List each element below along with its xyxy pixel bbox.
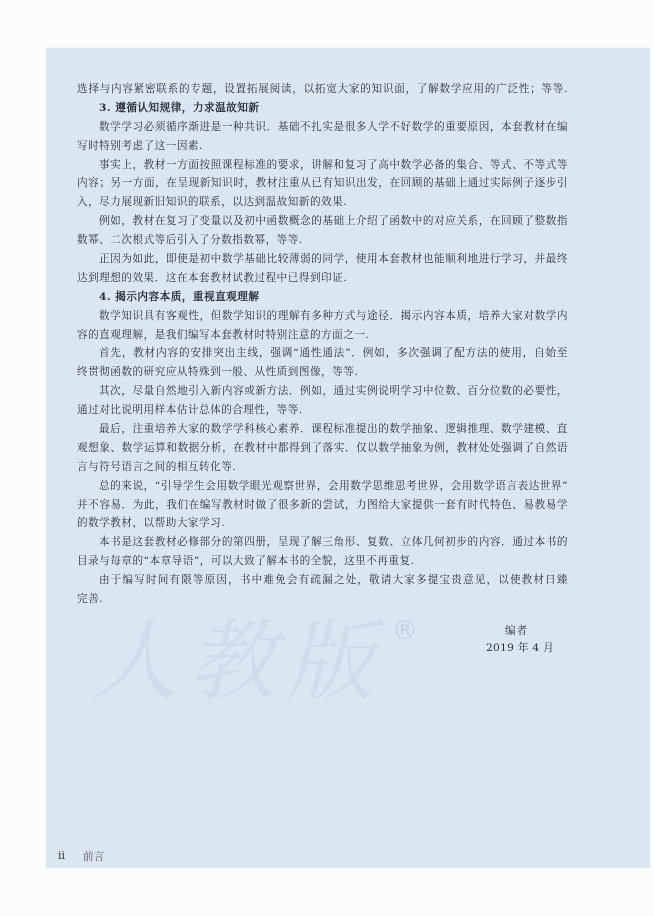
paragraph-line: 通过对比说明用样本估计总体的合理性，等等. [77, 404, 303, 417]
paragraph-line: 并不容易．为此，我们在编写教材时做了很多新的尝试，力图给大家提供一套有时代特色、易教易学 [77, 498, 568, 511]
paragraph-line: 数幂、二次根式等后引入了分数指数幂，等等. [77, 234, 303, 247]
paragraph-line: 言与符号语言之间的相互转化等. [77, 460, 237, 473]
running-footer-title: 前言 [83, 851, 105, 863]
signature-author: 编者 [505, 625, 529, 637]
paragraph-line: 由于编写时间有限等原因，书中难免会有疏漏之处，敬请大家多提宝贵意见，以使教材日臻 [99, 574, 568, 587]
preface-body [77, 80, 568, 609]
paragraph-line: 完善. [77, 593, 104, 606]
paragraph-line: 目录与每章的“本章导语”，可以大致了解本书的全貌，这里不再重复. [77, 555, 415, 568]
paragraph-line: 入，尽力展现新旧知识的联系，以达到温故知新的效果. [77, 196, 348, 209]
section-heading: 4. 揭示内容本质，重视直观理解 [99, 290, 260, 303]
paragraph-line: 总的来说，“引导学生会用数学眼光观察世界，会用数学思维思考世界，会用数学语言表达世界” [99, 479, 568, 492]
paragraph-line: 终贯彻函数的研究应从特殊到一般、从性质到图像，等等. [77, 366, 359, 379]
signature-date: 2019 年 4 月 [486, 642, 554, 654]
paragraph-line: 首先，教材内容的安排突出主线，强调“通性通法”．例如，多次强调了配方法的使用，自始至 [99, 347, 568, 360]
registered-mark: ® [392, 616, 418, 646]
paragraph-line: 正因为如此，即使是初中数学基础比较薄弱的同学，使用本套教材也能顺利地进行学习，并最终 [99, 253, 568, 266]
paragraph-line: 数学学习必须循序渐进是一种共识．基础不扎实是很多人学不好数学的重要原因，本套教材在编 [99, 120, 568, 133]
section-heading: 3. 遵循认知规律，力求温故知新 [99, 101, 260, 114]
paragraph-line: 达到理想的效果．这在本套教材试教过程中已得到印证. [77, 271, 348, 284]
paragraph-line: 数学知识具有客观性，但数学知识的理解有多种方式与途径．揭示内容本质，培养大家对数学内 [99, 309, 568, 322]
paragraph-line: 其次，尽量自然地引入新内容或新方法．例如，通过实例说明学习中位数、百分位数的必要性， [99, 385, 568, 398]
paragraph-line: 观想象、数学运算和数据分析，在教材中都得到了落实．仅以数学抽象为例，教材处处强调了自然语 [77, 441, 568, 454]
paragraph-line: 容的直观理解，是我们编写本套教材时特别注意的方面之一. [77, 328, 370, 341]
page-number: ii [58, 849, 66, 862]
paragraph-line: 例如，教材在复习了变量以及初中函数概念的基础上介绍了函数中的对应关系，在回顾了整数指 [99, 215, 568, 228]
paragraph-line: 写时特别考虑了这一因素. [77, 139, 203, 152]
paragraph-line: 事实上，教材一方面按照课程标准的要求，讲解和复习了高中数学必备的集合、等式、不等式等 [99, 158, 568, 171]
publisher-watermark: 人教版 [90, 610, 385, 713]
paragraph-line: 的数学教材，以帮助大家学习. [77, 517, 226, 530]
paragraph-line: 选择与内容紧密联系的专题，设置拓展阅读，以拓宽大家的知识面，了解数学应用的广泛性；等等. [77, 83, 568, 95]
paragraph-line: 最后，注重培养大家的数学学科核心素养．课程标准提出的数学抽象、逻辑推理、数学建模、直 [99, 423, 568, 436]
paragraph-line: 内容；另一方面，在呈现新知识时，教材注重从已有知识出发，在回顾的基础上通过实际例子逐步引 [77, 177, 568, 190]
paragraph-line: 本书是这套教材必修部分的第四册，呈现了解三角形、复数、立体几何初步的内容．通过本书的 [99, 536, 568, 549]
